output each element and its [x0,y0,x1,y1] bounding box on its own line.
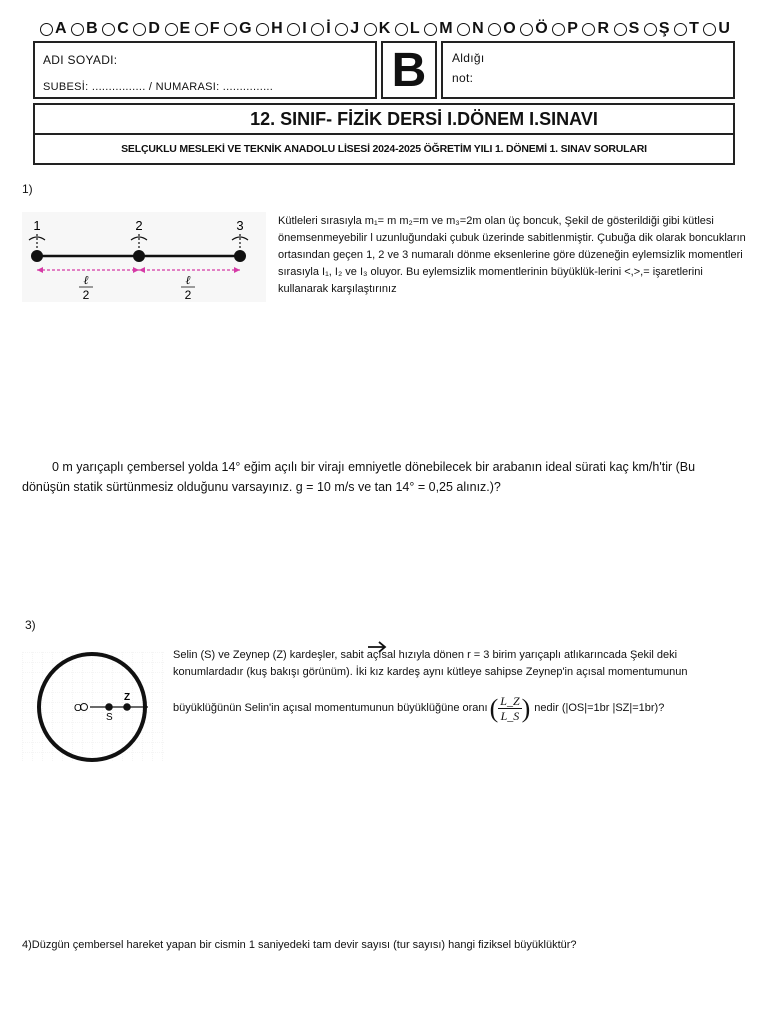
bubble-icon[interactable] [133,23,146,36]
answer-option-letter: C [117,20,129,37]
half-length-bottom-2: 2 [184,288,192,302]
question-3-number: 3) [25,618,36,632]
omega-vector-arrow-icon [366,641,388,653]
answer-option-10[interactable] [311,20,330,38]
answer-option-1[interactable] [40,20,66,38]
bead-2 [133,250,145,262]
bubble-icon[interactable] [40,23,53,36]
question-3-text: Selin (S) ve Zeynep (Z) kardeşler, sabit açısal hızıyla dönen r = 3 birim yarıçaplı atlıkarıncada Şekil deki konumlardadır (kuş bakışı görünüm). İki kız kardeş aynı kütleye sahipse Zeynep'in açısal momentumunun [173,649,688,678]
bubble-icon[interactable] [364,23,377,36]
bubble-icon[interactable] [644,23,657,36]
answer-option-17[interactable] [520,20,547,38]
bubble-icon[interactable] [703,23,716,36]
answer-option-letter: Ş [658,20,670,37]
answer-option-9[interactable] [287,20,306,38]
answer-option-2[interactable] [71,20,97,38]
answer-option-letter: H [271,20,283,37]
answer-option-15[interactable] [457,20,483,38]
answer-option-23[interactable] [703,20,729,38]
axis-label-1: 1 [33,218,41,233]
answer-option-letter: B [86,20,98,37]
booklet-letter: B [391,43,427,97]
class-number-label: SUBESİ: ................ / NUMARASI: ............... [43,81,274,93]
answer-option-14[interactable] [424,20,452,38]
answer-option-letter: Ö [535,20,548,37]
bubble-icon[interactable] [102,23,115,36]
exam-title: 12. SINIF- FİZİK DERSİ I.DÖNEM I.SINAVI [250,108,598,129]
half-length-top-2: ℓ [185,273,191,287]
bubble-icon[interactable] [488,23,501,36]
question-1-figure [22,212,266,302]
answer-option-4[interactable] [133,20,159,38]
question-3-text-line2 [173,694,664,723]
answer-option-letter: F [209,20,220,37]
answer-option-20[interactable] [614,20,639,38]
ratio-suffix: nedir (|OS|=1br |SZ|=1br)? [534,702,665,714]
name-label: ADI SOYADI: [43,53,118,67]
answer-option-letter: M [439,20,453,37]
label-s: S [106,712,113,723]
answer-option-7[interactable] [224,20,251,38]
paren-open: ( [489,694,499,723]
answer-option-3[interactable] [102,20,128,38]
answer-option-19[interactable] [582,20,608,38]
point-s [105,703,113,711]
bubble-icon[interactable] [287,23,300,36]
grade-label: not: [452,71,474,85]
bubble-icon[interactable] [195,23,208,36]
exam-title-box [33,103,735,135]
answer-option-letter: D [148,20,160,37]
bubble-icon[interactable] [520,23,533,36]
answer-option-16[interactable] [488,20,515,38]
answer-option-letter: İ [326,20,331,37]
answer-option-letter: J [350,20,359,37]
half-length-top-1: ℓ [83,273,89,287]
answer-option-8[interactable] [256,20,282,38]
answer-option-letter: E [179,20,190,37]
answer-option-letter: T [689,20,699,37]
answer-option-letter: U [718,20,730,37]
answer-option-letter: A [55,20,67,37]
question-3-figure [22,652,164,762]
fraction-numerator: L_Z [500,694,520,708]
answer-option-21[interactable] [644,20,669,38]
bubble-icon[interactable] [614,23,627,36]
answer-option-letter: O [503,20,516,37]
bubble-icon[interactable] [224,23,237,36]
bubble-icon[interactable] [71,23,84,36]
bubble-icon[interactable] [165,23,178,36]
answer-option-6[interactable] [195,20,219,38]
received-label: Aldığı [452,51,485,65]
bubble-icon[interactable] [256,23,269,36]
answer-option-12[interactable] [364,20,390,38]
answer-option-letter: S [628,20,639,37]
paren-close: ) [521,694,531,723]
student-info-box [33,41,377,99]
bubble-icon[interactable] [552,23,565,36]
answer-option-letter: N [472,20,484,37]
bubble-icon[interactable] [335,23,348,36]
bead-3 [234,250,246,262]
answer-option-11[interactable] [335,20,359,38]
bubble-icon[interactable] [424,23,437,36]
school-subtitle: SELÇUKLU MESLEKİ VE TEKNİK ANADOLU LİSESİ 2024-2025 ÖĞRETİM YILI 1. DÖNEMİ 1. SINAV SORULARI [121,143,647,155]
bead-1 [31,250,43,262]
label-z: Z [124,692,131,703]
answer-option-letter: L [409,20,420,37]
answer-option-letter: K [378,20,390,37]
question-4-text: 4)Düzgün çembersel hareket yapan bir cismin 1 saniyedeki tam devir sayısı (tur sayısı) hangi fiziksel büyüklüktür? [22,939,577,951]
axis-label-3: 3 [236,218,244,233]
school-subtitle-box [33,135,735,165]
fraction-denominator: L_S [500,709,520,723]
answer-option-22[interactable] [674,20,698,38]
question-3-text-line1 [173,647,733,681]
answer-options-row [40,20,730,38]
ratio-prefix: büyüklüğünün Selin'in açısal momentumunun büyüklüğüne oranı [173,702,488,714]
bubble-icon[interactable] [395,23,408,36]
label-o: O [74,703,82,714]
booklet-type-box [381,41,437,99]
answer-option-letter: G [239,20,252,37]
bubble-icon[interactable] [582,23,595,36]
point-z [123,703,131,711]
bubble-icon[interactable] [674,23,687,36]
answer-option-18[interactable] [552,20,577,38]
bubble-icon[interactable] [457,23,470,36]
answer-option-letter: I [302,20,307,37]
axis-label-2: 2 [135,218,143,233]
answer-option-13[interactable] [395,20,419,38]
answer-option-5[interactable] [165,20,190,38]
ratio-fraction [498,694,521,723]
answer-option-letter: P [567,20,578,37]
question-1-number: 1) [22,182,33,196]
bubble-icon[interactable] [311,23,324,36]
answer-option-letter: R [597,20,609,37]
half-length-bottom-1: 2 [82,288,90,302]
question-2-text: 0 m yarıçaplı çembersel yolda 14° eğim açılı bir virajı emniyetle dönebilecek bir arabanın ideal sürati kaç km/h'tir (Bu dönüşün statik sürtünmesiz olduğunu varsayınız. g = 10 m/s ve tan 14° = 0,25 alınız.)? [22,460,696,494]
question-1-text: Kütleleri sırasıyla m₁= m m₂=m ve m₃=2m olan üç boncuk, Şekil de gösterildiği gibi kütlesi önemsenmeyebilir l uzunluğundaki çubuk üzerinde sabitlenmiştir. Çubuğa dik olarak boncukların ortasından geçen 1, 2 ve 3 numaralı dönme eksenlerine göre düzeneğin eylemsizlik momentleri sırasıyla I₁, I₂ ve I₃ oluyor. Bu eylemsizlik momentlerinin büyüklük-lerini <,>,= işaretlerini kullanarak karşılaştırınız [278,215,746,295]
grade-box [441,41,735,99]
